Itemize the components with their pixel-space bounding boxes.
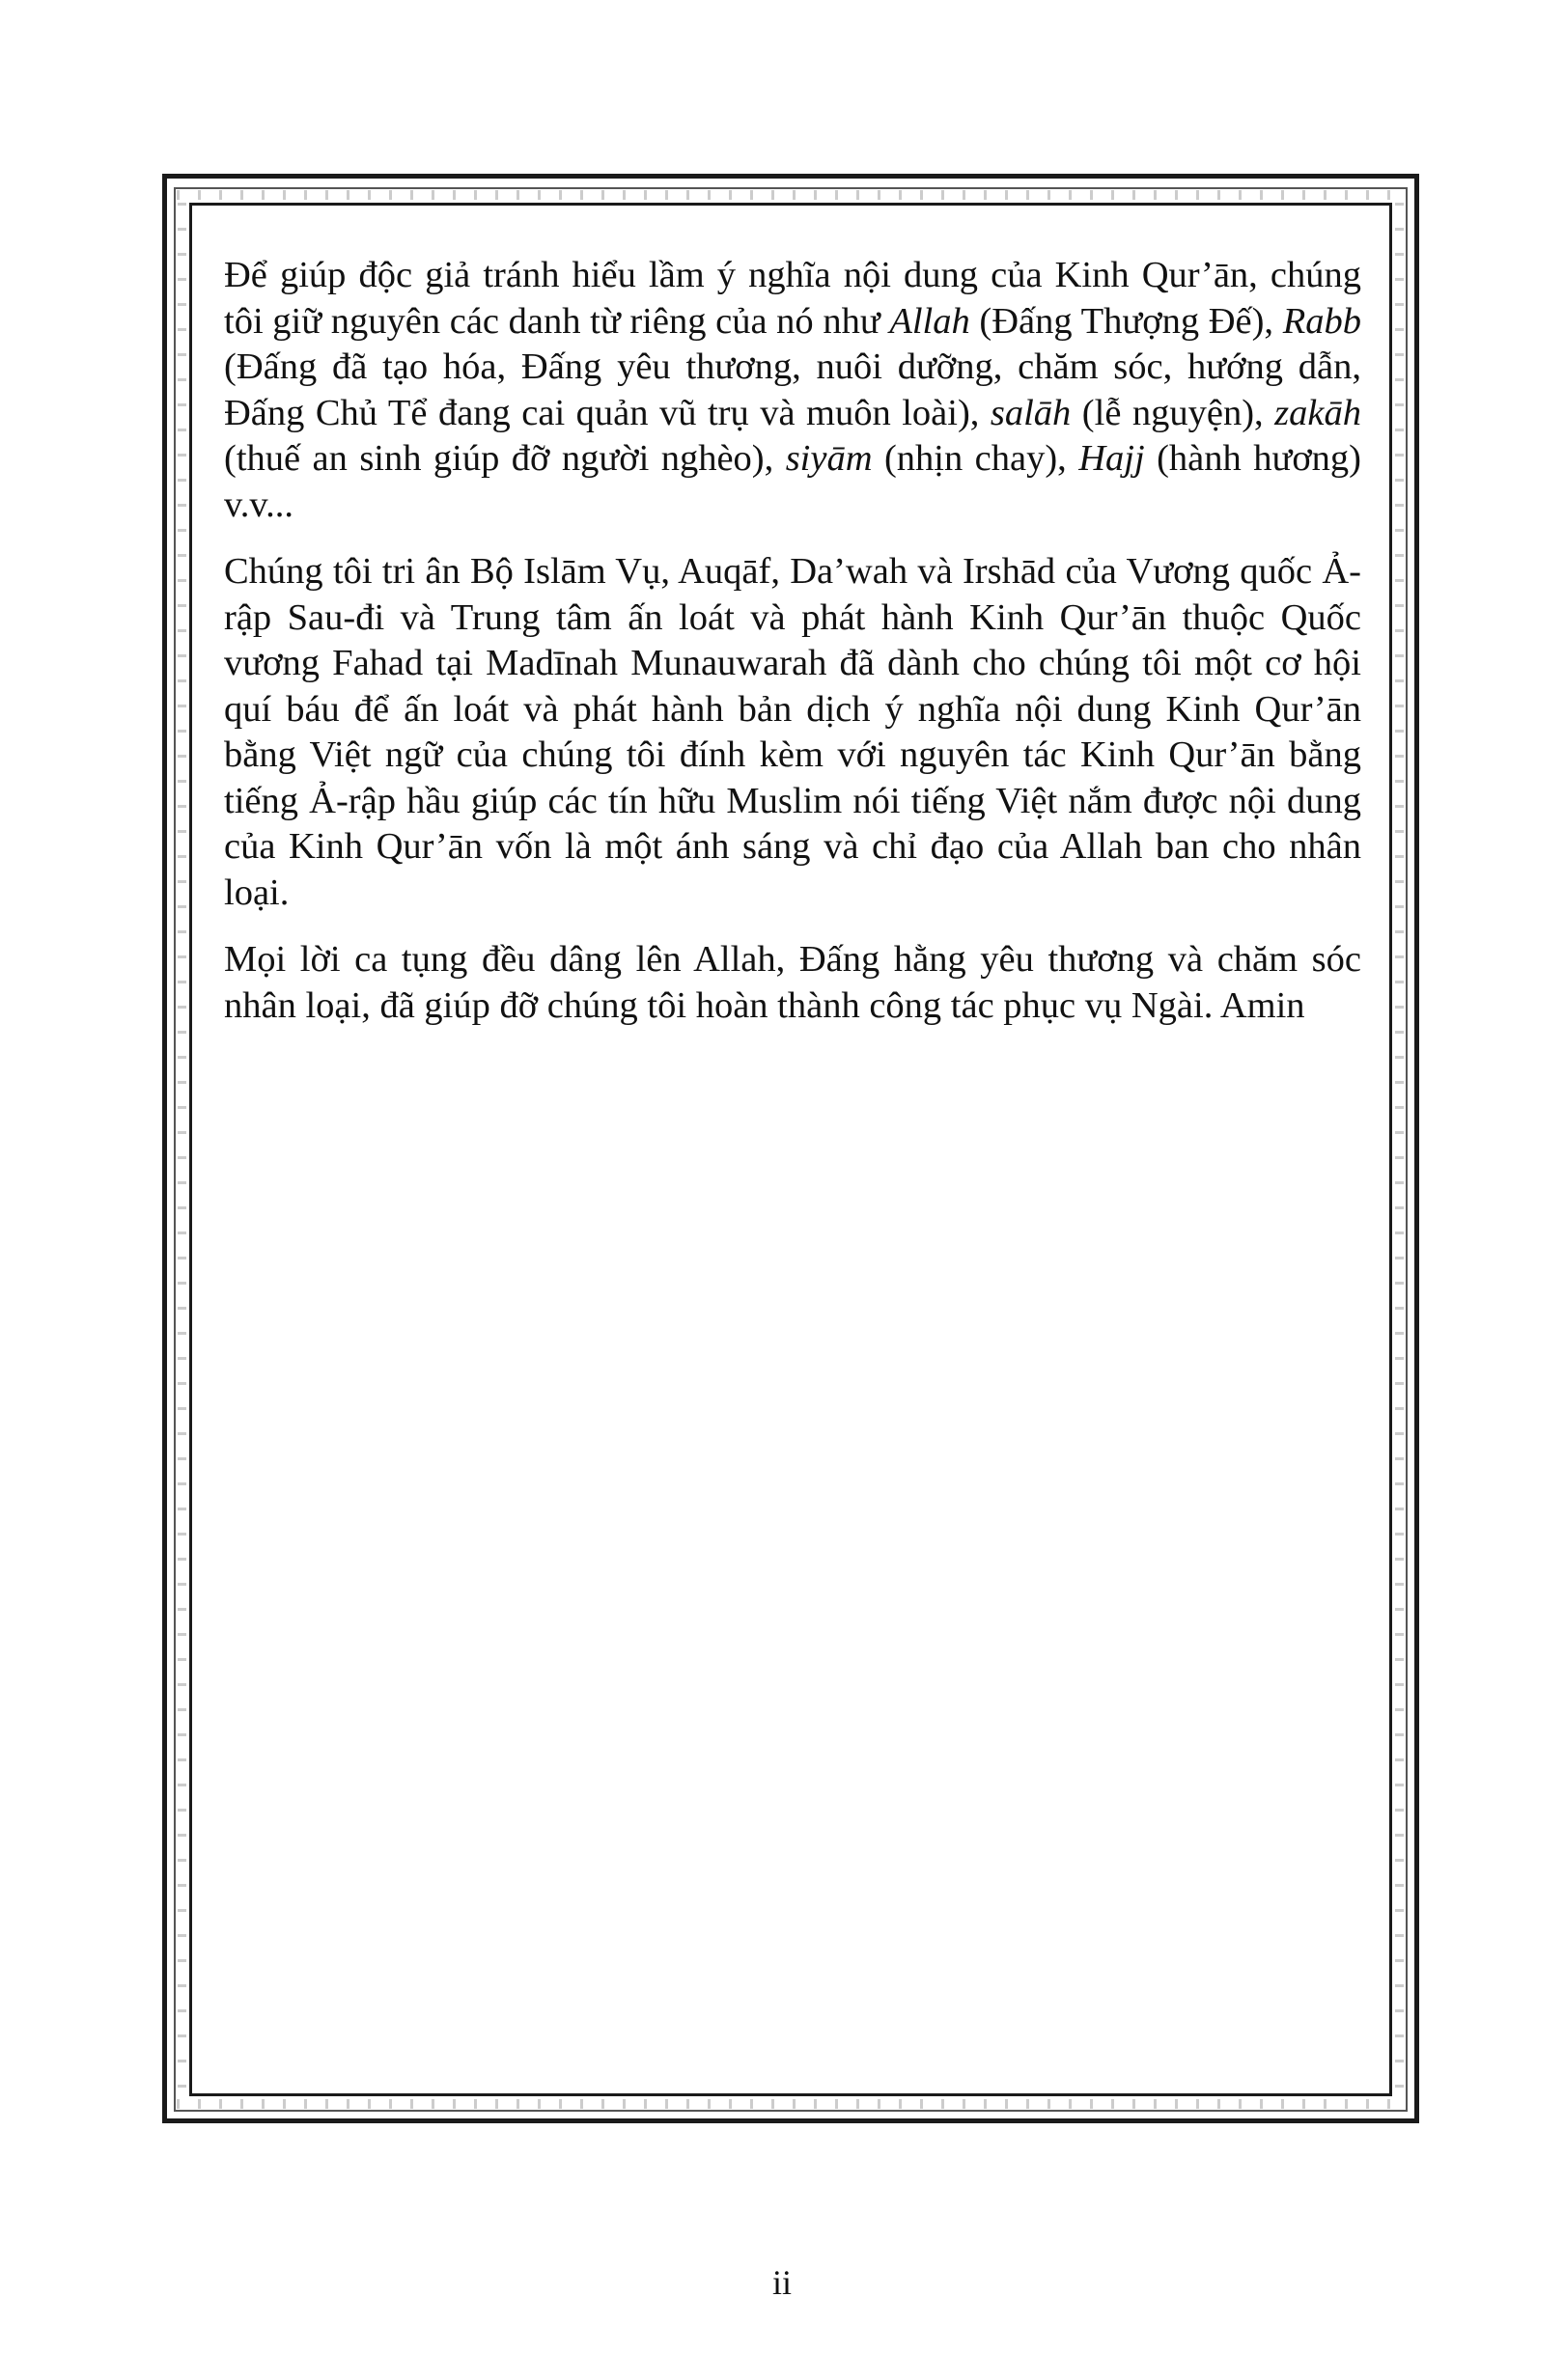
text-span: (lễ nguyện), — [1071, 392, 1275, 433]
text-span: (Đấng đã tạo hóa, Đấng yêu thương, nuôi dưỡng, chăm sóc, hướng dẫn, Đấng Chủ Tể đang cai quản vũ trụ và muôn loài), — [224, 346, 1361, 433]
paragraph-acknowledgement — [224, 549, 1361, 916]
term-siyam: siyām — [785, 438, 873, 479]
text-span: (hành hương) v.v... — [224, 438, 1361, 525]
paragraph-proper-names — [224, 253, 1361, 528]
term-zakah: zakāh — [1274, 392, 1361, 433]
term-allah: Allah — [889, 300, 970, 342]
term-rabb: Rabb — [1282, 300, 1361, 342]
text-span: Mọi lời ca tụng đều dâng lên Allah, Đấng hằng yêu thương và chăm sóc nhân loại, đã giúp đỡ chúng tôi hoàn thành công tác phục vụ Ngài. Amin — [224, 939, 1361, 1026]
term-salah: salāh — [990, 392, 1072, 433]
text-span: (nhịn chay), — [872, 438, 1079, 479]
paragraph-praise — [224, 937, 1361, 1029]
term-hajj: Hajj — [1078, 438, 1145, 479]
page-number: ii — [771, 2263, 792, 2302]
text-span: (Đấng Thượng Đế), — [969, 300, 1283, 342]
preface-text-block — [224, 253, 1361, 1050]
text-span: Để giúp độc giả tránh hiểu lầm ý nghĩa nội dung của Kinh Qur’ān, chúng tôi giữ nguyên các danh từ riêng của nó như — [224, 255, 1361, 342]
text-span: Chúng tôi tri ân Bộ Islām Vụ, Auqāf, Da’wah và Irshād của Vương quốc Ả-rập Sau-đi và Trung tâm ấn loát và phát hành Kinh Qur’ān thuộc Quốc vương Fahad tại Madīnah Munauwarah đã dành cho chúng tôi một cơ hội quí báu để ấn loát và phát hành bản dịch ý nghĩa nội dung Kinh Qur’ān bằng Việt ngữ của chúng tôi đính kèm với nguyên tác Kinh Qur’ān bằng tiếng Ả-rập hầu giúp các tín hữu Muslim nói tiếng Việt nắm được nội dung của Kinh Qur’ān vốn là một ánh sáng và chỉ đạo của Allah ban cho nhân loại. — [224, 551, 1361, 913]
text-span: (thuế an sinh giúp đỡ người nghèo), — [224, 438, 786, 479]
